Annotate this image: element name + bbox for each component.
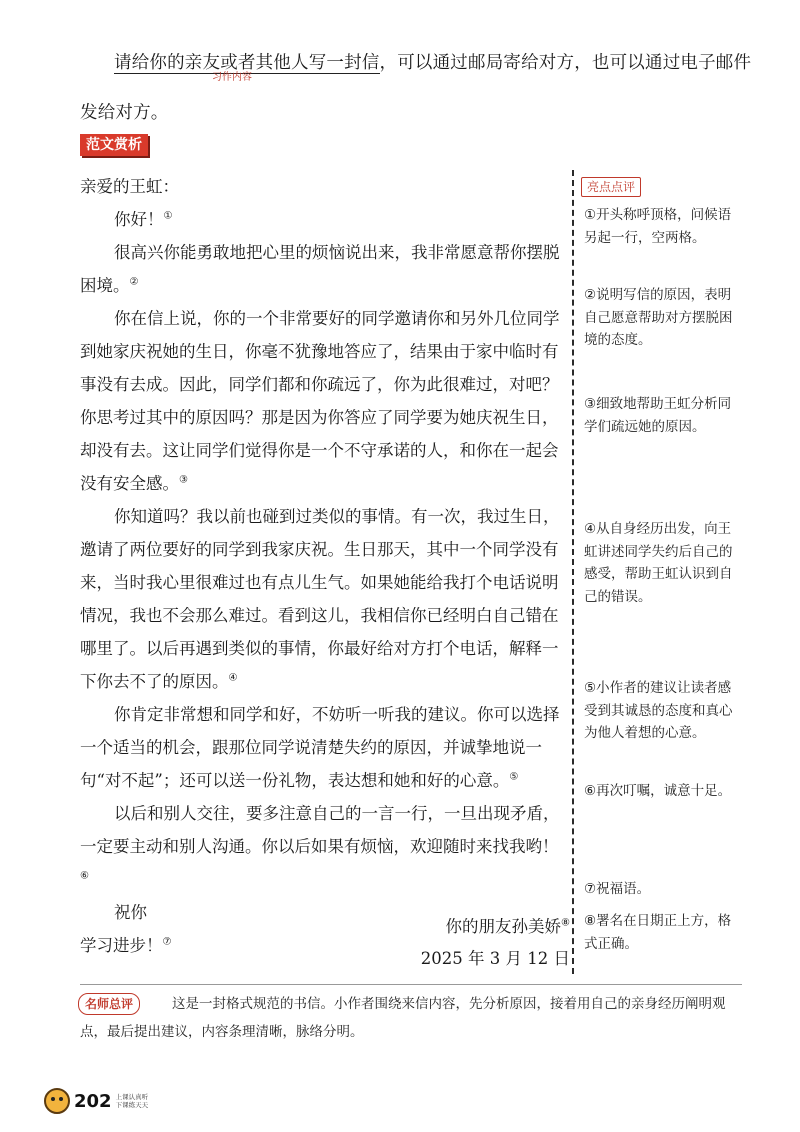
comment-4: ④从自身经历出发，向王虹讲述同学失约后自己的感受，帮助王虹认识到自己的错误。 — [584, 521, 733, 605]
greeting: 你好！① — [114, 210, 173, 229]
page-number: 202 — [74, 1090, 112, 1112]
teacher-summary: 这是一封格式规范的书信。小作者围绕来信内容，先分析原因，接着用自己的亲身经历阐明观点，最后提出建议，内容条理清晰，脉络分明。 — [80, 996, 726, 1040]
paragraph-5: 以后和别人交往，要多注意自己的一言一行，一旦出现矛盾，一定要主动和别人沟通。你以后如果有烦恼，欢迎随时来找我哟！⑥ — [80, 804, 560, 882]
letter-body — [80, 170, 564, 962]
mark-7: ⑦ — [162, 936, 172, 948]
comment-8: ⑧署名在日期正上方，格式正确。 — [584, 913, 732, 952]
comment-3: ③细致地帮助王虹分析同学们疏远她的原因。 — [584, 396, 732, 435]
mark-2: ② — [129, 276, 139, 288]
paragraph-4: 你肯定非常想和同学和好，不妨听一听我的建议。你可以选择一个适当的机会，跟那位同学说清楚失约的原因，并诚挚地说一句“对不起”；还可以送一份礼物，表达想和她和好的心意。⑤ — [80, 705, 560, 790]
closing-line-1: 祝你 — [114, 903, 147, 922]
prompt-underlined: 请给你的亲友或者其他人写一封信 — [114, 53, 380, 73]
paragraph-2: 你在信上说，你的一个非常要好的同学邀请你和另外几位同学到她家庆祝她的生日，你毫不犹豫地答应了，结果由于家中临时有事没有去成。因此，同学们都和你疏远了，你为此很难过，对吧？你思考过其中的原因吗？那是因为你答应了同学要为她庆祝生日，却没有去。这让同学们觉得你是一个不守承诺的人，和你在一起会没有安全感。③ — [80, 309, 560, 493]
mascot-icon — [44, 1088, 70, 1114]
highlights-badge: 亮点点评 — [581, 177, 641, 197]
assignment-prompt — [80, 38, 760, 138]
column-divider — [572, 170, 574, 974]
comment-7: ⑦祝福语。 — [584, 881, 651, 897]
page-footer — [44, 1088, 148, 1114]
salutation: 亲爱的王虹： — [80, 177, 179, 196]
mark-4: ④ — [228, 672, 238, 684]
summary-rule — [80, 984, 742, 985]
mark-5: ⑤ — [509, 771, 519, 783]
comment-5: ⑤小作者的建议让读者感受到其诚恳的态度和真心为他人着想的心意。 — [584, 680, 733, 741]
comment-1: ①开头称呼顶格，问候语另起一行，空两格。 — [584, 207, 732, 246]
mark-1: ① — [163, 210, 173, 222]
paragraph-1: 很高兴你能勇敢地把心里的烦恼说出来，我非常愿意帮你摆脱困境。② — [80, 243, 560, 295]
mark-6: ⑥ — [80, 870, 89, 882]
summary-badge: 名师总评 — [78, 993, 140, 1015]
closing-line-2: 学习进步！⑦ — [80, 936, 172, 955]
mark-3: ③ — [179, 474, 188, 486]
prompt-annotation: 习作内容 — [212, 72, 252, 83]
comment-2: ②说明写信的原因，表明自己愿意帮助对方摆脱困境的态度。 — [584, 287, 733, 348]
letter-date: 2025 年 3 月 12 日 — [420, 949, 570, 968]
section-badge: 范文赏析 — [80, 134, 148, 156]
paragraph-3: 你知道吗？我以前也碰到过类似的事情。有一次，我过生日，邀请了两位要好的同学到我家庆祝。生日那天，其中一个同学没有来，当时我心里很难过也有点儿生气。如果她能给我打个电话说明情况，我也不会那么难过。看到这儿，我相信你已经明白自己错在哪里了。以后再遇到类似的事情，你最好给对方打个电话，解释一下你去不了的原因。④ — [80, 507, 560, 691]
footer-motto: 上课认真听 下课练天天 — [115, 1093, 149, 1109]
comment-6: ⑥再次叮嘱，诚意十足。 — [584, 783, 732, 799]
prompt-rest: ，可以通过邮局寄给对方，也可以通过电子邮件发给对方。 — [80, 53, 752, 123]
mark-8: ⑧ — [561, 917, 570, 929]
signature: 你的朋友孙美娇⑧ — [445, 917, 570, 936]
